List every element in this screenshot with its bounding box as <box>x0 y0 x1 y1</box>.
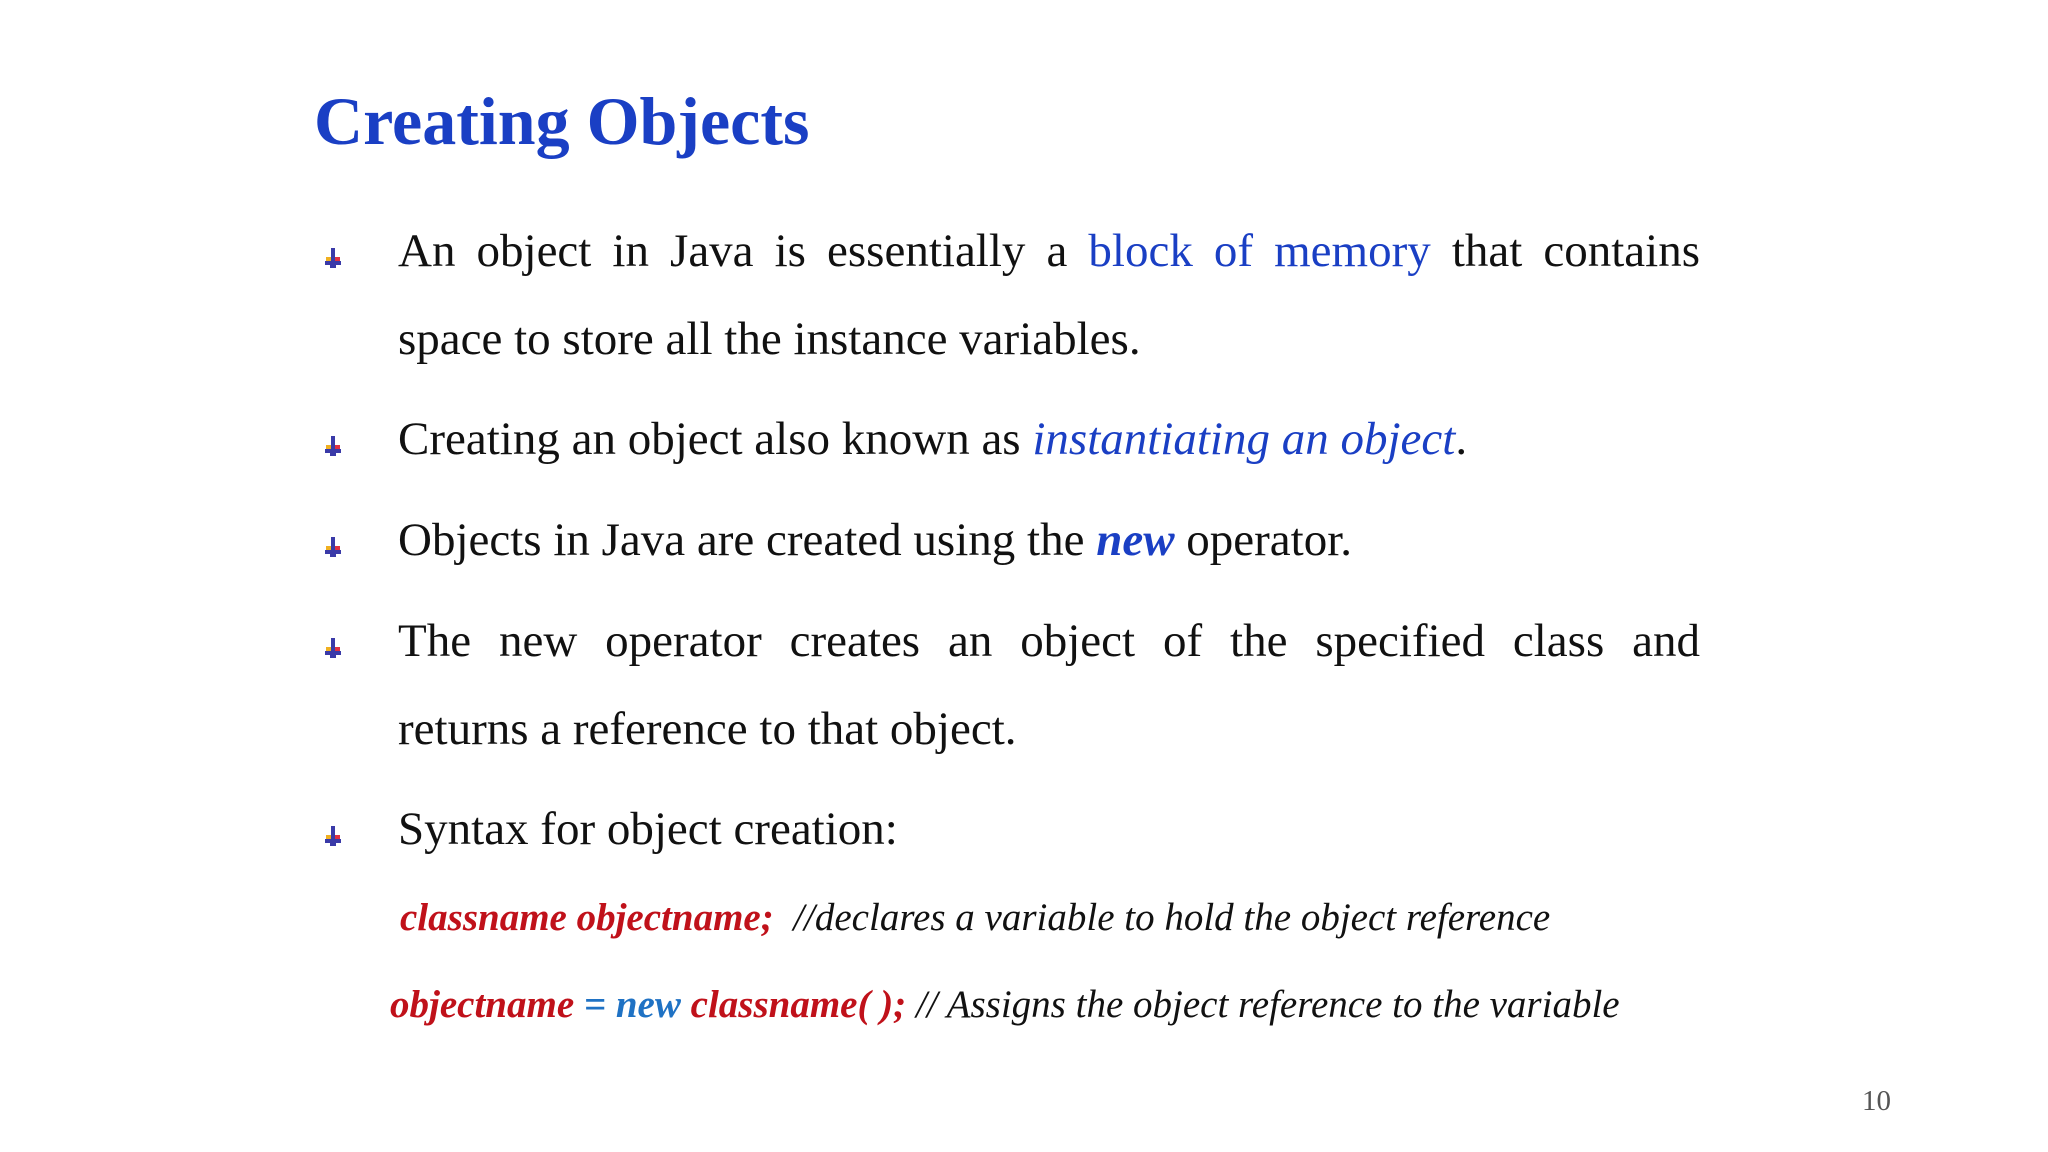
code-target: objectname <box>390 983 575 1026</box>
bullet-4-line-1: The new operator creates an object of the specified class and <box>398 615 1700 667</box>
bullet-arrow-icon <box>323 636 343 660</box>
bullet-1-highlight: block of memory <box>1088 225 1431 277</box>
bullet-1-line-1 <box>398 207 1700 295</box>
bullet-3 <box>398 496 1352 584</box>
code-line-2 <box>390 982 1620 1027</box>
bullet-3-highlight: new <box>1096 514 1175 566</box>
bullet-2-pre: Creating an object also known as <box>398 413 1033 465</box>
bullet-4-line-2: returns a reference to that object. <box>398 703 1017 755</box>
code-assign-new: = new <box>574 983 681 1026</box>
code-comment-1: //declares a variable to hold the object reference <box>793 896 1551 939</box>
bullet-3-post: operator. <box>1174 514 1353 566</box>
bullet-2-post: . <box>1455 413 1468 465</box>
bullet-3-pre: Objects in Java are created using the <box>398 514 1097 566</box>
bullet-arrow-icon <box>323 434 343 458</box>
bullet-arrow-icon <box>323 535 343 559</box>
bullet-arrow-icon <box>323 824 343 848</box>
bullet-2-highlight: instantiating an object <box>1032 413 1456 465</box>
page-number: 10 <box>1862 1085 1891 1117</box>
bullet-1-post: that contains <box>1430 225 1701 277</box>
bullet-arrow-icon <box>323 246 343 270</box>
code-constructor: classname( ); <box>680 983 907 1026</box>
bullet-2 <box>398 395 1467 483</box>
bullet-1-line-2: space to store all the instance variables. <box>398 313 1141 365</box>
bullet-5: Syntax for object creation: <box>398 803 898 855</box>
code-declaration: classname objectname; <box>400 896 774 939</box>
code-comment-2: // Assigns the object reference to the variable <box>906 983 1620 1026</box>
code-line-1 <box>400 895 1550 940</box>
bullet-1-pre: An object in Java is essentially a <box>398 225 1089 277</box>
slide-title: Creating Objects <box>314 83 810 159</box>
